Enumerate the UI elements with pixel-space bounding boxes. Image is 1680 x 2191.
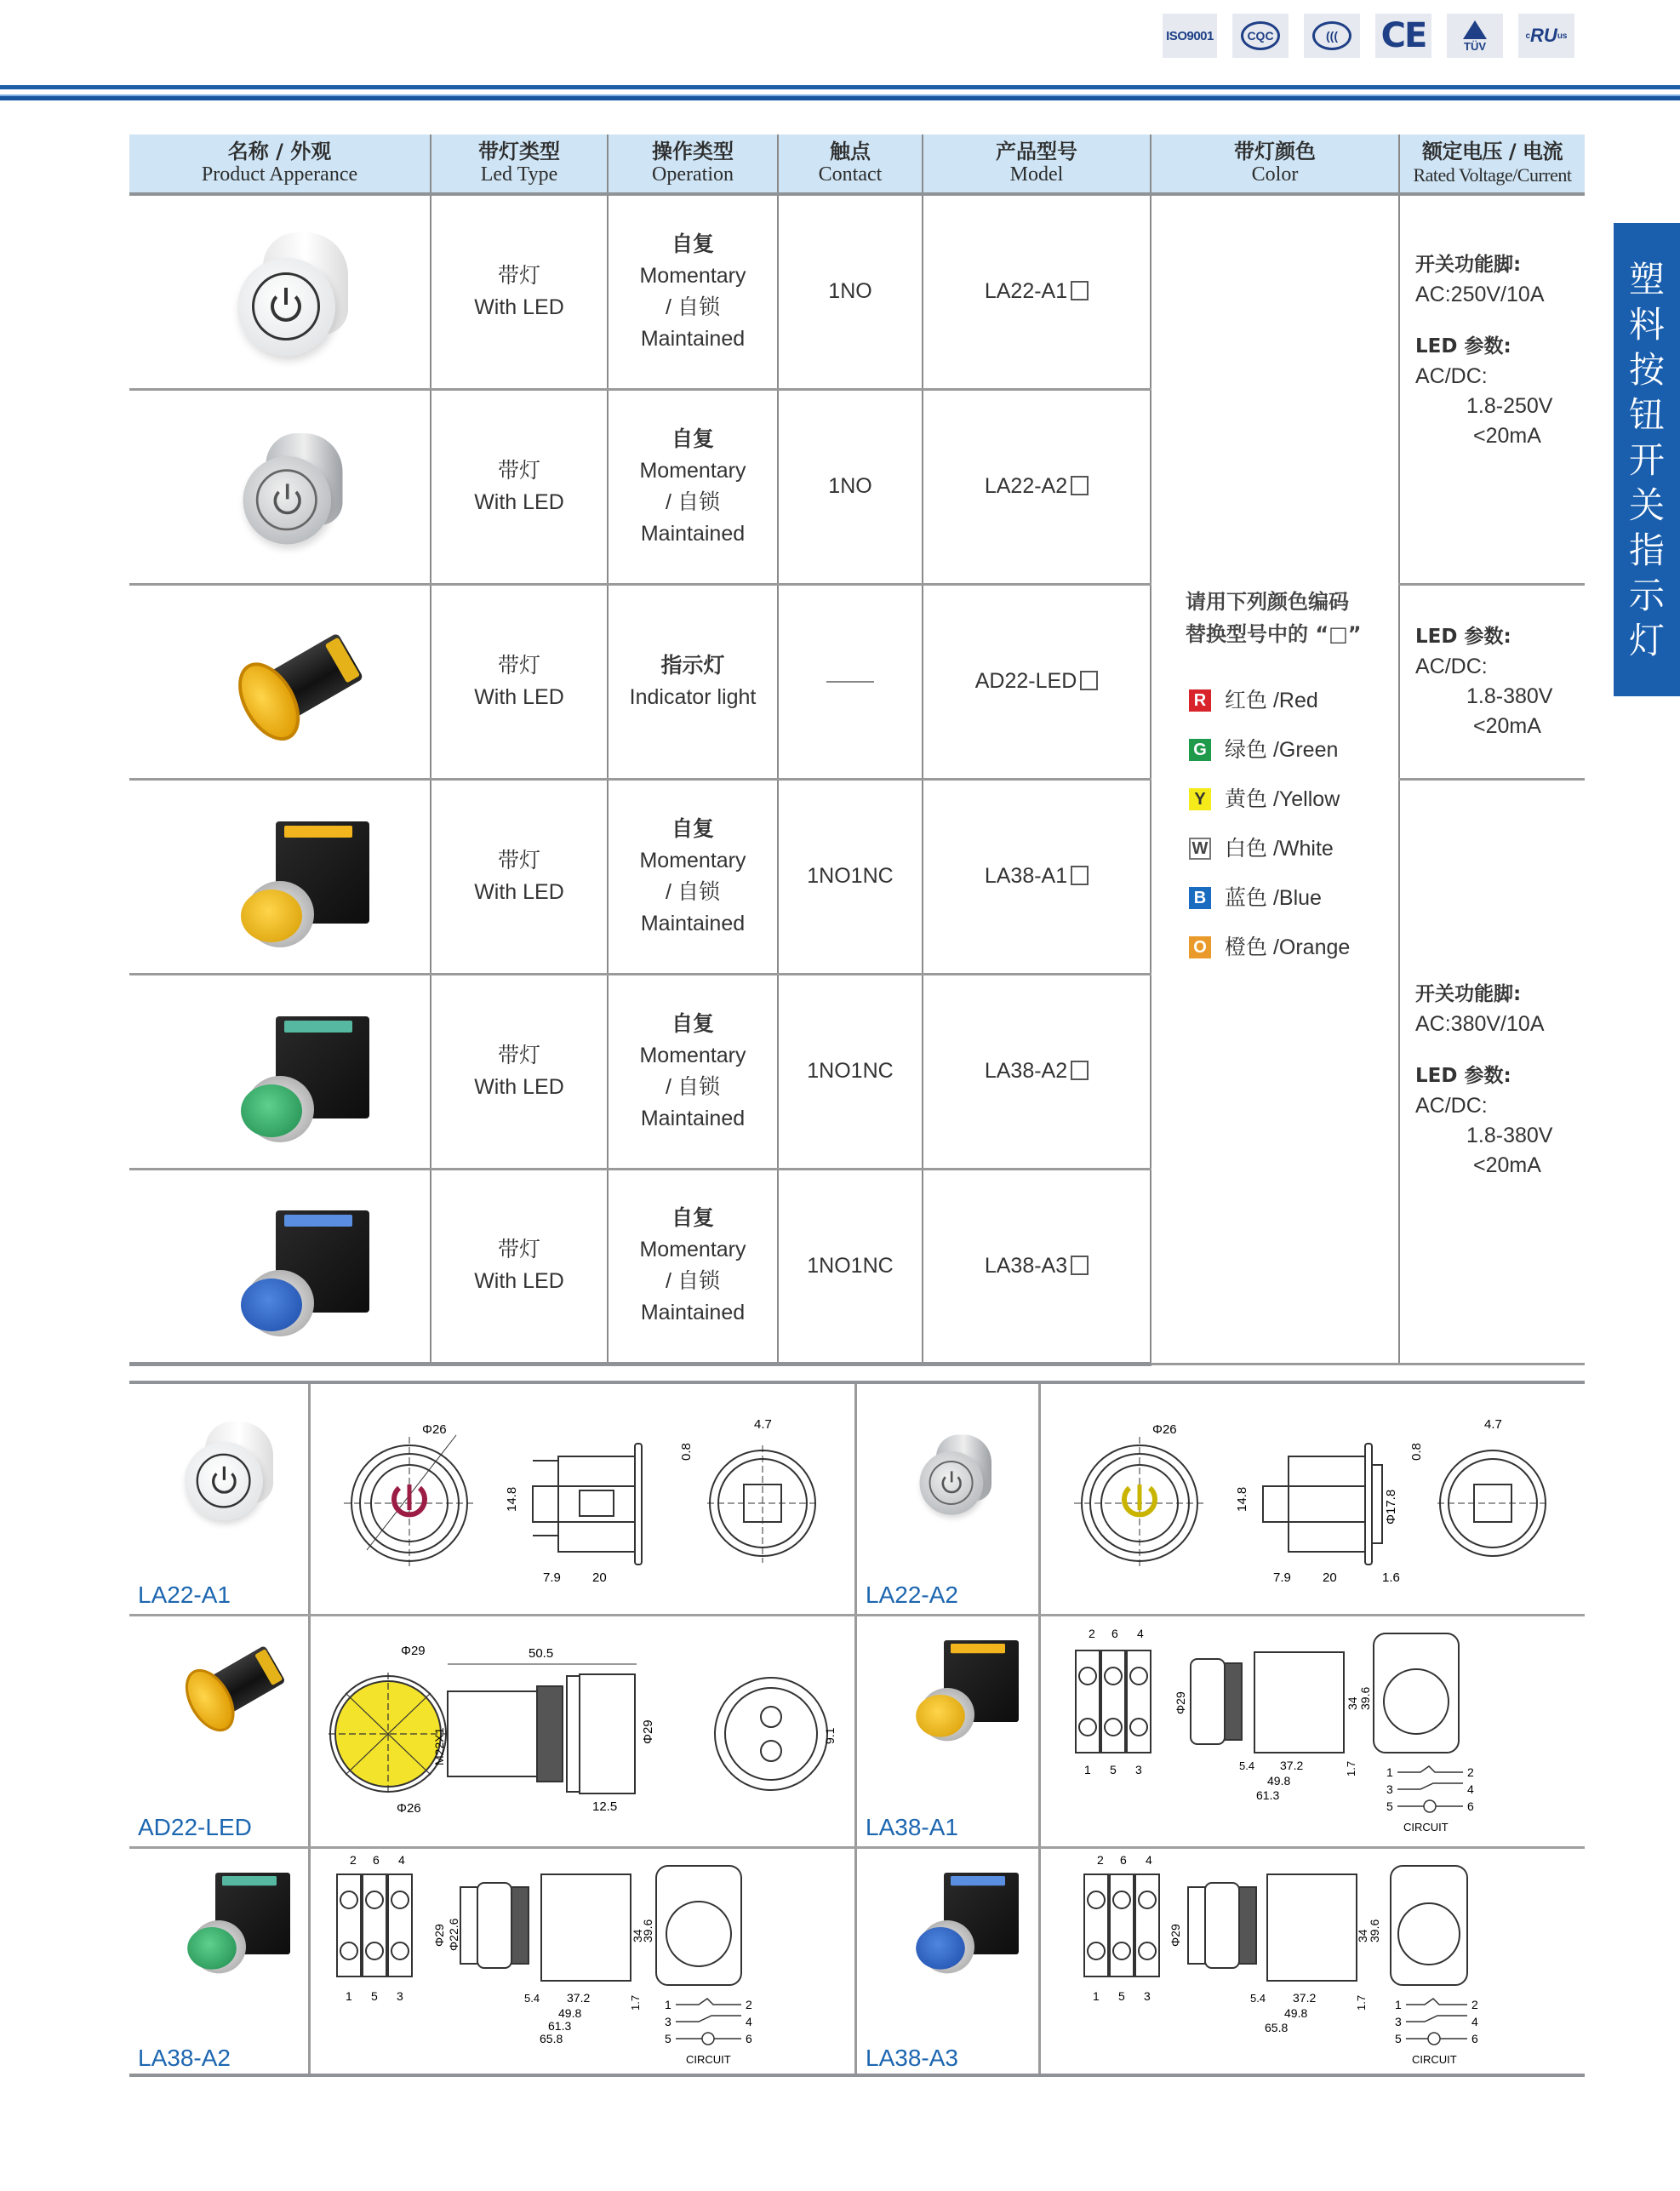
drawing-la38-a2 <box>311 1849 853 2075</box>
operation-cell: 自复 Momentary / 自锁 Maintained <box>608 1169 778 1364</box>
color-item-red: R 红色 /Red <box>1189 676 1398 725</box>
svg-text:5.4: 5.4 <box>1250 1992 1266 2005</box>
svg-text:39.6: 39.6 <box>1368 1919 1381 1942</box>
svg-text:65.8: 65.8 <box>540 2032 563 2045</box>
color-item-green: G 绿色 /Green <box>1189 725 1398 775</box>
model-cell: LA38-A3 <box>923 1169 1151 1364</box>
svg-text:34: 34 <box>1346 1696 1359 1710</box>
svg-text:6: 6 <box>373 1853 380 1867</box>
drawing-product-la38-a2: LA38-A2 <box>129 1849 308 2077</box>
operation-cell: 自复 Momentary / 自锁 Maintained <box>608 389 778 584</box>
svg-text:49.8: 49.8 <box>558 2006 582 2020</box>
power-icon <box>212 1469 237 1494</box>
svg-text:CIRCUIT: CIRCUIT <box>1403 1821 1449 1833</box>
green-la38-button-image <box>195 987 365 1157</box>
svg-text:Φ29: Φ29 <box>641 1719 655 1744</box>
drawing-la22-a2 <box>1042 1384 1583 1612</box>
svg-text:14.8: 14.8 <box>505 1486 519 1512</box>
svg-text:61.3: 61.3 <box>1256 1788 1280 1802</box>
svg-text:6: 6 <box>1111 1627 1118 1640</box>
color-code-placeholder-icon <box>1071 281 1089 300</box>
led-type-cell: 带灯 With LED <box>431 1169 608 1364</box>
svg-text:1: 1 <box>1084 1763 1091 1776</box>
spec-table <box>129 134 1585 1366</box>
drawing-product-ad22-led: AD22-LED <box>129 1616 308 1846</box>
led-type-cell: 带灯 With LED <box>431 389 608 584</box>
svg-text:4: 4 <box>746 2015 752 2028</box>
svg-text:61.3: 61.3 <box>548 2019 572 2033</box>
svg-text:3: 3 <box>1144 1989 1151 2003</box>
product-image-cell <box>129 194 431 389</box>
power-icon <box>273 486 300 513</box>
table-row <box>129 194 1585 389</box>
operation-cell: 指示灯 Indicator light <box>608 584 778 779</box>
svg-text:65.8: 65.8 <box>1265 2021 1289 2034</box>
product-image-cell <box>129 1169 431 1364</box>
svg-text:5: 5 <box>1110 1763 1117 1776</box>
color-item-white: W 白色 /White <box>1189 824 1398 873</box>
header-rated: 额定电压 / 电流 Rated Voltage/Current <box>1399 134 1585 194</box>
ul-logo: c RU us <box>1518 14 1574 58</box>
svg-text:1: 1 <box>1093 1989 1100 2003</box>
header-operation: 操作类型 Operation <box>608 134 778 194</box>
svg-text:14.8: 14.8 <box>1235 1486 1249 1512</box>
contact-cell: 1NO1NC <box>778 779 923 974</box>
drawing-ad22-led <box>311 1616 853 1845</box>
svg-text:1: 1 <box>665 1998 671 2011</box>
model-cell: AD22-LED <box>923 584 1151 779</box>
color-item-yellow: Y 黄色 /Yellow <box>1189 775 1398 824</box>
header-rule <box>0 85 1680 89</box>
svg-text:6: 6 <box>1467 1799 1474 1813</box>
svg-text:34: 34 <box>631 1929 644 1942</box>
svg-text:0.8: 0.8 <box>1409 1443 1424 1461</box>
voltage-cell-la22: 开关功能脚: AC:250V/10A LED 参数: AC/DC: 1.8-250V <20mA <box>1399 194 1585 584</box>
svg-text:37.2: 37.2 <box>1280 1759 1304 1772</box>
tuv-logo: TÜV <box>1447 14 1503 58</box>
red-swatch-icon: R <box>1189 689 1211 712</box>
yellow-swatch-icon: Y <box>1189 788 1211 810</box>
svg-text:Φ29: Φ29 <box>1174 1691 1187 1714</box>
category-side-tab: 塑 料 按 钮 开 关 指 示 灯 <box>1614 223 1680 696</box>
svg-text:12.5: 12.5 <box>592 1799 618 1814</box>
header-product: 名称 / 外观 Product Apperance <box>129 134 431 194</box>
orange-swatch-icon: O <box>1189 936 1211 958</box>
svg-text:M22X1: M22X1 <box>432 1727 446 1765</box>
svg-text:20: 20 <box>592 1570 607 1585</box>
model-cell: LA22-A1 <box>923 194 1151 389</box>
svg-text:39.6: 39.6 <box>1358 1686 1372 1710</box>
color-options-cell <box>1151 194 1399 1364</box>
svg-text:4: 4 <box>1471 2015 1478 2028</box>
svg-text:34: 34 <box>1356 1929 1369 1942</box>
svg-text:39.6: 39.6 <box>641 1919 654 1942</box>
svg-text:Φ29: Φ29 <box>1169 1924 1182 1947</box>
svg-text:4: 4 <box>1467 1782 1474 1796</box>
svg-text:1: 1 <box>1386 1765 1393 1779</box>
svg-text:5: 5 <box>1118 1989 1125 2003</box>
led-type-cell: 带灯 With LED <box>431 779 608 974</box>
svg-text:Φ22.6: Φ22.6 <box>447 1918 460 1951</box>
svg-text:7.9: 7.9 <box>543 1570 561 1585</box>
svg-text:Φ29: Φ29 <box>401 1644 426 1658</box>
svg-text:CIRCUIT: CIRCUIT <box>686 2053 731 2066</box>
svg-text:4: 4 <box>1137 1627 1144 1640</box>
color-code-placeholder-icon <box>1071 1061 1089 1080</box>
header-contact: 触点 Contact <box>778 134 923 194</box>
svg-text:5.4: 5.4 <box>1239 1759 1255 1772</box>
svg-text:2: 2 <box>1097 1853 1104 1867</box>
header-model: 产品型号 Model <box>923 134 1151 194</box>
operation-cell: 自复 Momentary / 自锁 Maintained <box>608 194 778 389</box>
svg-text:4.7: 4.7 <box>1484 1417 1502 1432</box>
iso9001-logo: ISO9001 <box>1163 14 1217 58</box>
svg-text:2: 2 <box>1089 1627 1095 1640</box>
voltage-cell-ad22: LED 参数: AC/DC: 1.8-380V <20mA <box>1399 584 1585 779</box>
svg-text:5: 5 <box>371 1989 378 2003</box>
product-image-cell <box>129 584 431 779</box>
drawing-product-la22-a2: LA22-A2 <box>857 1384 1037 1614</box>
model-cell: LA22-A2 <box>923 389 1151 584</box>
svg-text:CIRCUIT: CIRCUIT <box>1412 2053 1457 2066</box>
contact-cell <box>778 584 923 779</box>
led-type-cell: 带灯 With LED <box>431 584 608 779</box>
led-type-cell: 带灯 With LED <box>431 194 608 389</box>
svg-text:49.8: 49.8 <box>1284 2006 1308 2020</box>
blue-swatch-icon: B <box>1189 887 1211 909</box>
svg-text:2: 2 <box>1467 1765 1474 1779</box>
svg-text:1.7: 1.7 <box>1345 1760 1357 1776</box>
svg-text:1.7: 1.7 <box>1355 1994 1368 2011</box>
voltage-cell-la38: 开关功能脚: AC:380V/10A LED 参数: AC/DC: 1.8-380V <20mA <box>1399 779 1585 1364</box>
color-instruction: 请用下列颜色编码 替换型号中的 “□” <box>1186 590 1362 647</box>
svg-text:5: 5 <box>1386 1799 1393 1813</box>
svg-text:Φ26: Φ26 <box>422 1422 447 1437</box>
led-type-cell: 带灯 With LED <box>431 974 608 1169</box>
model-cell: LA38-A2 <box>923 974 1151 1169</box>
svg-text:1: 1 <box>346 1989 352 2003</box>
svg-text:1.7: 1.7 <box>629 1994 642 2011</box>
svg-text:1.6: 1.6 <box>1382 1570 1400 1585</box>
color-code-placeholder-icon <box>1071 866 1089 885</box>
svg-text:2: 2 <box>1471 1998 1478 2011</box>
drawing-product-la38-a3: LA38-A3 <box>857 1849 1037 2077</box>
svg-text:1: 1 <box>1395 1998 1402 2011</box>
svg-text:0.8: 0.8 <box>679 1443 694 1461</box>
green-swatch-icon: G <box>1189 739 1211 761</box>
svg-text:7.9: 7.9 <box>1273 1570 1291 1585</box>
blue-la38-button-image <box>195 1181 365 1351</box>
svg-text:49.8: 49.8 <box>1267 1774 1291 1788</box>
svg-text:2: 2 <box>746 1998 752 2011</box>
svg-text:5: 5 <box>1395 2032 1402 2045</box>
header-color: 带灯颜色 Color <box>1151 134 1399 194</box>
ccc-logo: ((( <box>1304 14 1360 58</box>
no-contact-dash <box>826 681 874 683</box>
certification-logos <box>1163 14 1574 58</box>
yellow-indicator-lamp-image <box>195 597 365 767</box>
yellow-la38-button-image <box>195 792 365 962</box>
svg-text:3: 3 <box>1386 1782 1393 1796</box>
contact-cell: 1NO <box>778 194 923 389</box>
svg-text:4: 4 <box>1146 1853 1152 1867</box>
operation-cell: 自复 Momentary / 自锁 Maintained <box>608 779 778 974</box>
drawing-la22-a1 <box>311 1384 853 1612</box>
contact-cell: 1NO1NC <box>778 974 923 1169</box>
svg-text:Φ29: Φ29 <box>432 1924 446 1947</box>
color-code-placeholder-icon <box>1080 671 1098 690</box>
white-power-button-image <box>195 207 365 377</box>
product-image-cell <box>129 389 431 584</box>
svg-text:37.2: 37.2 <box>567 1991 591 2005</box>
svg-text:3: 3 <box>1135 1763 1142 1776</box>
drawing-la38-a3 <box>1042 1849 1583 2075</box>
cqc-logo: CQC <box>1232 14 1289 58</box>
svg-text:20: 20 <box>1323 1570 1337 1585</box>
drawing-product-la38-a1: LA38-A1 <box>857 1616 1037 1846</box>
dimension-drawings <box>129 1381 1585 2077</box>
header-rule-thick <box>0 94 1680 100</box>
svg-text:9.1: 9.1 <box>823 1727 837 1744</box>
svg-text:37.2: 37.2 <box>1293 1991 1317 2005</box>
svg-text:3: 3 <box>397 1989 403 2003</box>
product-image-cell <box>129 779 431 974</box>
white-swatch-icon: W <box>1189 838 1211 860</box>
header-led-type: 带灯类型 Led Type <box>431 134 608 194</box>
svg-text:6: 6 <box>1120 1853 1127 1867</box>
svg-text:Φ17.8: Φ17.8 <box>1384 1489 1398 1525</box>
svg-text:2: 2 <box>350 1853 357 1867</box>
color-code-list <box>1151 676 1398 972</box>
color-code-placeholder-icon <box>1071 1256 1089 1275</box>
color-item-orange: O 橙色 /Orange <box>1189 923 1398 972</box>
model-cell: LA38-A1 <box>923 779 1151 974</box>
divider <box>1038 1384 1041 2074</box>
color-code-placeholder-icon <box>1071 476 1089 495</box>
drawing-la38-a1 <box>1042 1616 1583 1845</box>
svg-text:5: 5 <box>665 2032 671 2045</box>
operation-cell: 自复 Momentary / 自锁 Maintained <box>608 974 778 1169</box>
divider <box>308 1384 311 2074</box>
svg-text:6: 6 <box>1471 2032 1478 2045</box>
product-image-cell <box>129 974 431 1169</box>
svg-text:50.5: 50.5 <box>529 1646 554 1661</box>
contact-cell: 1NO1NC <box>778 1169 923 1364</box>
silver-power-button-image <box>195 402 365 572</box>
svg-text:5.4: 5.4 <box>524 1992 540 2005</box>
svg-text:6: 6 <box>746 2032 752 2045</box>
color-item-blue: B 蓝色 /Blue <box>1189 873 1398 923</box>
ce-logo: CE <box>1375 14 1431 58</box>
contact-cell: 1NO <box>778 389 923 584</box>
triangle-icon <box>1463 20 1487 39</box>
svg-text:4.7: 4.7 <box>754 1417 772 1432</box>
svg-text:4: 4 <box>398 1853 405 1867</box>
drawing-product-la22-a1: LA22-A1 <box>129 1384 308 1614</box>
table-header-row <box>129 134 1585 194</box>
power-icon <box>271 291 301 322</box>
power-icon <box>941 1473 961 1493</box>
svg-text:3: 3 <box>665 2015 671 2028</box>
svg-text:Φ26: Φ26 <box>1152 1422 1177 1437</box>
svg-text:Φ26: Φ26 <box>397 1801 421 1816</box>
svg-text:3: 3 <box>1395 2015 1402 2028</box>
